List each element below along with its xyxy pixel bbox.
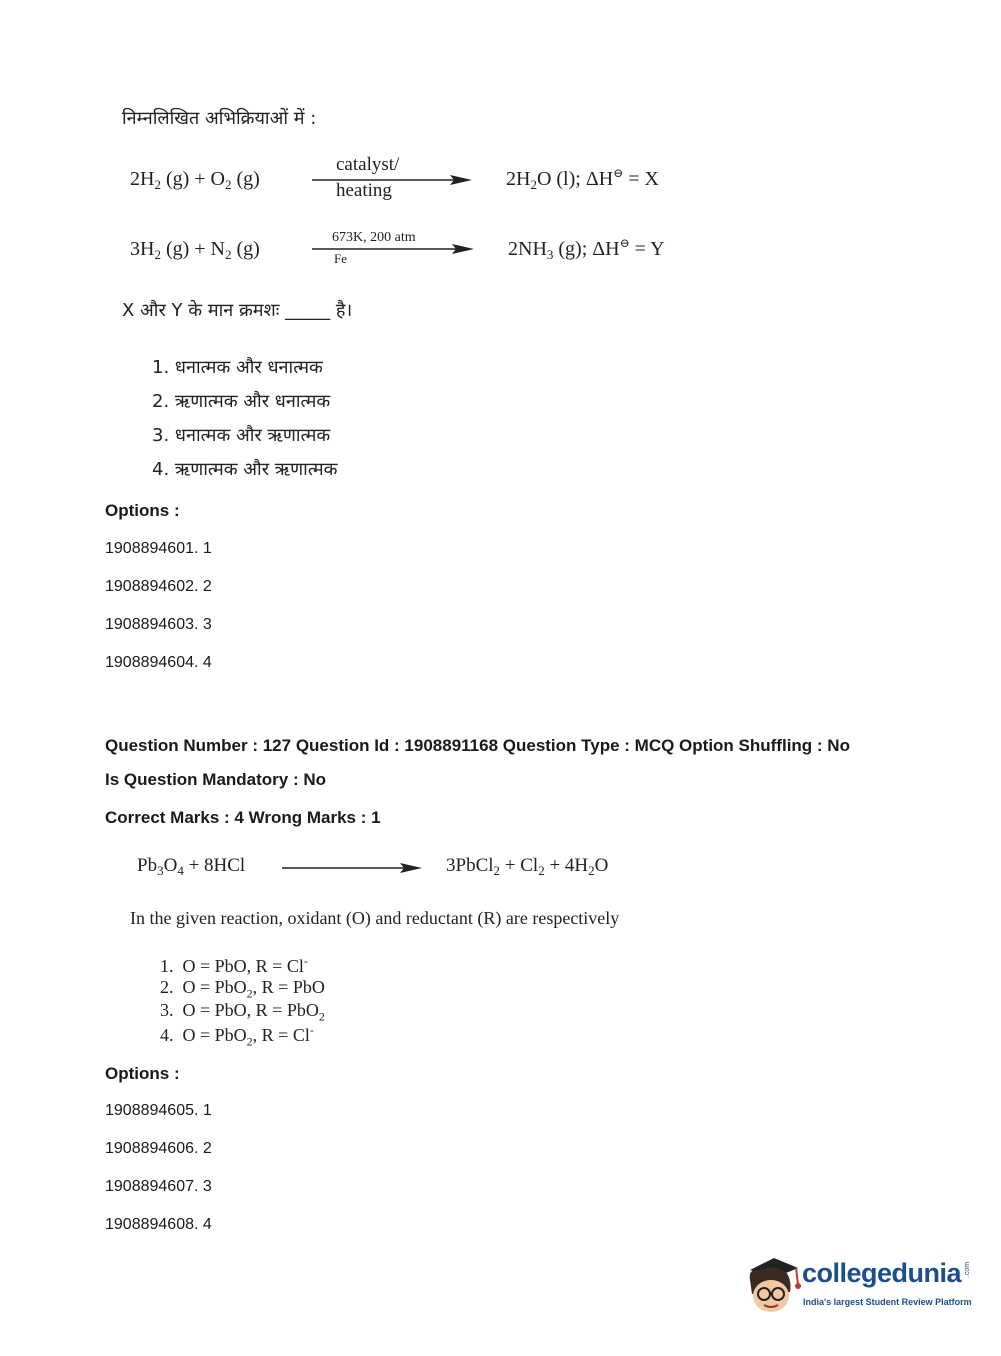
choice-2-2: 2. O = PbO$_2$, R = PbO xyxy=(160,977,325,1001)
option-item: 1908894607. 3 xyxy=(105,1178,212,1195)
question-meta-line-1: Question Number : 127 Question Id : 1908891168 Question Type : MCQ Option Shuffling : No xyxy=(105,736,850,755)
reaction-2-condition-below: Fe xyxy=(334,251,347,266)
reaction-1-condition-above: catalyst/ xyxy=(336,154,400,175)
options-label-2: Options : xyxy=(105,1064,180,1083)
choice-1: 1. धनात्मक और धनात्मक xyxy=(152,357,323,378)
logo-dotcom: .com xyxy=(964,1261,972,1278)
choice-4: 4. ऋणात्मक और ऋणात्मक xyxy=(152,459,338,480)
reaction-1-reactants: $2H_2$ $(g) + O_2$ (g) xyxy=(130,168,260,192)
reaction-3-products: 3PbCl$_2$ + $Cl_2 + 4H_2O$ xyxy=(446,855,609,878)
options-label: Options : xyxy=(105,501,180,520)
collegedunia-logo xyxy=(740,1248,972,1320)
logo-tagline: India's largest Student Review Platform xyxy=(803,1297,972,1307)
question-stem: X और Y के मान क्रमशः _____ है। xyxy=(122,300,353,321)
question-stem-2: In the given reaction, oxidant (O) and reductant (R) are respectively xyxy=(130,908,620,928)
option-item: 1908894608. 4 xyxy=(105,1216,212,1233)
question-intro: निम्नलिखित अभिक्रियाओं में : xyxy=(122,108,317,129)
reaction-1-products: $2H_2O$ (l); ΔH⊖ = X xyxy=(506,166,659,192)
question-meta-line-3: Correct Marks : 4 Wrong Marks : 1 xyxy=(105,808,381,827)
question-meta-line-2: Is Question Mandatory : No xyxy=(105,770,327,789)
logo-name: collegedunia xyxy=(802,1258,962,1288)
reaction-2-products: $2NH_3$ (g); ΔH⊖ = Y xyxy=(508,236,665,262)
reaction-2-reactants: $3H_2$ $(g) + N_2$ (g) xyxy=(130,238,260,262)
choice-2: 2. ऋणात्मक और धनात्मक xyxy=(152,391,331,412)
reaction-3-arrow xyxy=(282,860,422,876)
reaction-3-reactants: $Pb_3O_4 + 8HCl$ xyxy=(137,855,246,878)
option-item: 1908894606. 2 xyxy=(105,1140,212,1157)
option-item: 1908894605. 1 xyxy=(105,1102,212,1119)
mascot-icon xyxy=(740,1250,802,1316)
option-item: 1908894604. 4 xyxy=(105,654,212,671)
choice-2-4: 4. O = PbO$_2$, R = Cl- xyxy=(160,1023,314,1049)
choice-3: 3. धनात्मक और ऋणात्मक xyxy=(152,425,331,446)
choice-2-1: 1. O = PbO, R = Cl- xyxy=(160,954,308,976)
reaction-1-condition-below: heating xyxy=(336,180,392,201)
option-item: 1908894602. 2 xyxy=(105,578,212,595)
option-item: 1908894601. 1 xyxy=(105,540,212,557)
choice-2-3: 3. O = PbO, R = PbO$_2$ xyxy=(160,1000,325,1024)
reaction-2-condition-above: 673K, 200 atm xyxy=(332,230,416,245)
option-item: 1908894603. 3 xyxy=(105,616,212,633)
